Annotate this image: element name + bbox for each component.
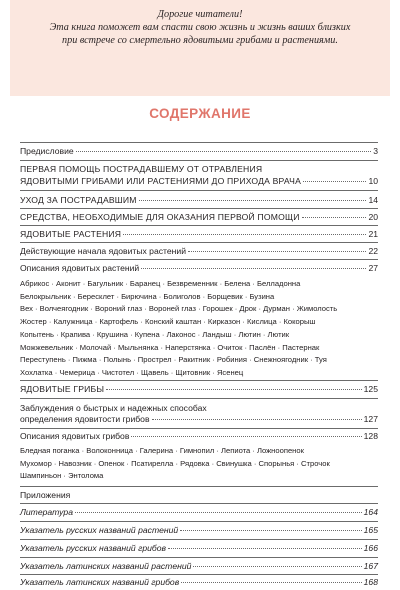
toc-entry-index-mush-ru[interactable] [20, 543, 378, 553]
mushroom-name-list [20, 445, 380, 483]
toc-entry-plants[interactable] [20, 229, 378, 239]
toc-entry-delusions[interactable] [20, 402, 378, 414]
toc-entry-label: Предисловие [20, 146, 74, 156]
toc-entry-label: Указатель латинских названий грибов [20, 577, 180, 587]
toc-entry-preface[interactable] [20, 146, 378, 156]
toc-entry-label: ЯДОВИТЫМИ ГРИБАМИ ИЛИ РАСТЕНИЯМИ ДО ПРИХОДА ВРАЧА [20, 176, 302, 186]
toc-page-number: 10 [368, 176, 378, 186]
list-item: Мухомор · Навозник · Опенок · Псатирелла · Рядовка · Свинушка · Спорынья · Строчок [20, 458, 330, 468]
toc-page-number: 20 [368, 212, 378, 222]
toc-entry-literature[interactable] [20, 507, 378, 517]
toc-page-number: 165 [363, 525, 378, 535]
leader-dots [180, 530, 361, 531]
toc-entry-label: Указатель русских названий грибов [20, 543, 166, 553]
toc-page-number: 14 [368, 195, 378, 205]
toc-page-number: 3 [373, 146, 378, 156]
toc-entry-label: определения ядовитости грибов [20, 414, 150, 424]
list-item: Вех · Волчеягодник · Вороний глаз · Вороней глаз · Горошек · Дрок · Дурман · Жимолость [20, 304, 338, 314]
toc-title: СОДЕРЖАНИЕ [149, 106, 251, 121]
toc-page-number: 127 [363, 414, 378, 424]
divider [20, 242, 378, 243]
banner-line-1: Дорогие читатели! [157, 9, 243, 20]
leader-dots [152, 419, 362, 420]
leader-dots [168, 548, 362, 549]
divider [20, 574, 378, 575]
greeting-banner [10, 0, 390, 96]
leader-dots [181, 582, 361, 583]
toc-entry-label: Описания ядовитых растений [20, 263, 140, 273]
divider [20, 190, 378, 191]
toc-entry-label: ПЕРВАЯ ПОМОЩЬ ПОСТРАДАВШЕМУ ОТ ОТРАВЛЕНИЯ [20, 164, 263, 174]
toc-entry-means[interactable] [20, 212, 378, 222]
divider [20, 380, 378, 381]
toc-entry-label: Описания ядовитых грибов [20, 431, 130, 441]
leader-dots [106, 389, 361, 390]
toc-page-number: 128 [363, 431, 378, 441]
toc-entry-index-plants-lat[interactable] [20, 561, 378, 571]
leader-dots [193, 566, 361, 567]
toc-entry-first-aid[interactable] [20, 163, 378, 175]
divider [20, 486, 378, 487]
divider [20, 142, 378, 143]
toc-entry-label: ЯДОВИТЫЕ ГРИБЫ [20, 384, 105, 394]
toc-entry-plant-desc[interactable] [20, 263, 378, 273]
toc-entry-label: СРЕДСТВА, НЕОБХОДИМЫЕ ДЛЯ ОКАЗАНИЯ ПЕРВОЙ ПОМОЩИ [20, 212, 300, 222]
toc-entry-label: ЯДОВИТЫЕ РАСТЕНИЯ [20, 229, 122, 239]
list-item: Шампиньон · Энтолома [20, 471, 104, 481]
leader-dots [131, 436, 361, 437]
leader-dots [139, 200, 367, 201]
toc-entry-index-plants-ru[interactable] [20, 525, 378, 535]
toc-entry-label: УХОД ЗА ПОСТРАДАВШИМ [20, 195, 137, 205]
divider [20, 521, 378, 522]
toc-entry-label: Указатель русских названий растений [20, 525, 179, 535]
leader-dots [141, 268, 366, 269]
toc-entry-index-mush-lat[interactable] [20, 577, 378, 587]
list-item: Копытень · Крапива · Крушина · Купена · Лаконос · Ландыш · Лютин · Лютик [20, 329, 290, 339]
toc-entry-first-aid-cont[interactable] [20, 176, 378, 186]
list-item: Можжевельник · Молочай · Мыльнянка · Наперстянка · Очиток · Паслён · Пастернак [20, 342, 320, 352]
toc-entry-mushrooms[interactable] [20, 384, 378, 394]
leader-dots [76, 151, 372, 152]
banner-line-2: Эта книга поможет вам спасти свою жизнь и жизнь ваших близких [49, 22, 351, 33]
list-item: Белокрыльник · Бересклет · Бирючина · Болиголов · Борщевик · Бузина [20, 291, 275, 301]
list-item: Бледная поганка · Волоконница · Галерина · Гимнопил · Лепиота · Ложноопенок [20, 446, 304, 455]
toc-entry-label: Указатель латинских названий растений [20, 561, 192, 571]
list-item: Хохлатка · Чемерица · Чистотел · Щавель · Щитовник · Ясенец [20, 367, 244, 377]
toc-entry-label: Литература [20, 507, 73, 517]
list-item: Переступень · Пижма · Полынь · Прострел · Ракитник · Робиния · Снежноягодник · Туя [20, 355, 327, 365]
leader-dots [302, 217, 367, 218]
divider [20, 428, 378, 429]
toc-page-number: 168 [363, 577, 378, 587]
divider [20, 503, 378, 504]
divider [20, 259, 378, 260]
banner-line-3: при встрече со смертельно ядовитыми грибами и растениями. [62, 35, 338, 46]
leader-dots [188, 251, 366, 252]
toc-entry-label: Заблуждения о быстрых и надежных способах [20, 403, 207, 413]
toc-page-number: 27 [368, 263, 378, 273]
toc-entry-label: Действующие начала ядовитых растений [20, 246, 186, 256]
list-item: Жостер · Калужница · Картофель · Конский каштан · Кирказон · Кислица · Кокорыш [20, 317, 316, 327]
leader-dots [75, 512, 362, 513]
divider [20, 208, 378, 209]
toc-page-number: 21 [368, 229, 378, 239]
leader-dots [123, 234, 366, 235]
toc-page-number: 125 [363, 384, 378, 394]
divider [20, 557, 378, 558]
divider [20, 225, 378, 226]
divider [20, 160, 378, 161]
divider [20, 398, 378, 399]
toc-entry-principles[interactable] [20, 246, 378, 256]
toc-page-number: 164 [363, 507, 378, 517]
leader-dots [303, 181, 366, 182]
toc-entry-delusions-cont[interactable] [20, 414, 378, 424]
toc-page-number: 167 [363, 561, 378, 571]
toc-entry-mush-desc[interactable] [20, 431, 378, 441]
list-item: Абрикос · Аконит · Багульник · Баранец · Безвременник · Белена · Белладонна [20, 279, 301, 288]
appendix-heading: Приложения [20, 490, 71, 500]
toc-page-number: 22 [368, 246, 378, 256]
toc-page-number: 166 [363, 543, 378, 553]
plant-name-list [20, 278, 380, 380]
toc-entry-care[interactable] [20, 195, 378, 205]
divider [20, 539, 378, 540]
